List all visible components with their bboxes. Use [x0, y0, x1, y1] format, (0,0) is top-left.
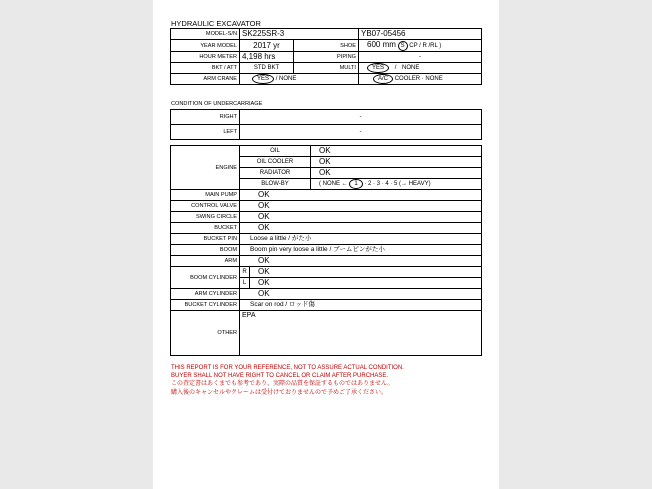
- undercarriage-heading: CONDITION OF UNDERCARRIAGE: [171, 101, 263, 107]
- report-title: HYDRAULIC EXCAVATOR: [171, 19, 261, 28]
- bucket-pin-label: BUCKET PIN: [171, 234, 240, 245]
- boom-cylinder-label: BOOM CYLINDER: [171, 267, 240, 289]
- boom-cylinder-l-label: L: [240, 278, 250, 289]
- boom-cylinder-l-value: OK: [250, 278, 482, 289]
- undercarriage-left-row: [171, 125, 482, 140]
- blowby-heavy-end: · 2 · 3 · 4 · 5 (→ HEAVY): [364, 181, 431, 187]
- blowby-label: BLOW-BY: [240, 179, 311, 190]
- hour-meter-value: 4,198 hrs: [240, 52, 294, 63]
- boom-label: BOOM: [171, 245, 240, 256]
- control-valve-row: [171, 201, 482, 212]
- boom-cylinder-r-value: OK: [250, 267, 482, 278]
- multi-separator: /: [394, 65, 397, 71]
- arm-crane-cell: [240, 74, 359, 85]
- shoe-value: 600 mm: [367, 40, 396, 49]
- oil-value: OK: [311, 146, 482, 157]
- condition-table: [170, 145, 482, 356]
- oil-cooler-label: OIL COOLER: [240, 157, 311, 168]
- hour-meter-label: HOUR METER: [171, 52, 240, 63]
- arm-label: ARM: [171, 256, 240, 267]
- engine-label: ENGINE: [171, 146, 240, 190]
- main-pump-label: MAIN PUMP: [171, 190, 240, 201]
- bucket-label: BUCKET: [171, 223, 240, 234]
- bucket-cylinder-value: Scar on rod / ロッド傷: [240, 300, 482, 311]
- ac-cell: [359, 74, 482, 85]
- swing-circle-value: OK: [240, 212, 482, 223]
- arm-crane-yes-selected: YES: [252, 74, 274, 84]
- shoe-selected-option: S: [398, 41, 408, 51]
- arm-cylinder-label: ARM CYLINDER: [171, 289, 240, 300]
- multi-cell: [359, 63, 482, 74]
- shoe-options: CP / R /RL ): [409, 43, 442, 49]
- boom-cylinder-r-label: R: [240, 267, 250, 278]
- right-label: RIGHT: [171, 110, 240, 125]
- model-value: SK225SR-3: [240, 29, 359, 40]
- bucket-cylinder-row: [171, 300, 482, 311]
- ac-selected: A/C: [373, 74, 393, 84]
- oil-label: OIL: [240, 146, 311, 157]
- undercarriage-right-row: [171, 110, 482, 125]
- year-value: 2017 yr: [240, 40, 294, 52]
- radiator-value: OK: [311, 168, 482, 179]
- control-valve-label: CONTROL VALVE: [171, 201, 240, 212]
- shoe-label: SHOE: [294, 40, 359, 52]
- oil-cooler-value: OK: [311, 157, 482, 168]
- year-label: YEAR MODEL: [171, 40, 240, 52]
- blowby-scale: [311, 179, 482, 190]
- control-valve-value: OK: [240, 201, 482, 212]
- machine-info-table: [170, 28, 482, 85]
- blowby-none-end: ( NONE ←: [319, 181, 348, 187]
- arm-crane-row: [171, 74, 482, 85]
- other-value: EPA: [240, 311, 482, 356]
- radiator-label: RADIATOR: [240, 168, 311, 179]
- disclaimer-line-2: BUYER SHALL NOT HAVE RIGHT TO CANCEL OR CLAIM AFTER PURCHASE.: [171, 373, 389, 380]
- left-value: -: [240, 125, 482, 140]
- piping-label: PIPING: [294, 52, 359, 63]
- right-value: -: [240, 110, 482, 125]
- year-row: [171, 40, 482, 52]
- other-label: OTHER: [171, 311, 240, 356]
- left-label: LEFT: [171, 125, 240, 140]
- undercarriage-table: [170, 109, 482, 140]
- boom-value: Boom pin very loose a little / ブームピンがた小: [240, 245, 482, 256]
- multi-none: NONE: [402, 65, 420, 71]
- bucket-pin-value: Loose a little / がた小: [240, 234, 482, 245]
- other-row: [171, 311, 482, 356]
- ac-options: COOLER · NONE: [394, 76, 443, 82]
- bkt-row: [171, 63, 482, 74]
- disclaimer-line-1: THIS REPORT IS FOR YOUR REFERENCE, NOT TO ASSURE ACTUAL CONDITION.: [171, 365, 404, 371]
- model-sn-label: MODEL-S/N: [171, 29, 240, 40]
- arm-crane-label: ARM CRANE: [171, 74, 240, 85]
- main-pump-row: [171, 190, 482, 201]
- arm-cylinder-value: OK: [240, 289, 482, 300]
- bucket-pin-row: [171, 234, 482, 245]
- arm-crane-none: / NONE: [275, 76, 297, 82]
- boom-row: [171, 245, 482, 256]
- model-row: [171, 29, 482, 40]
- bucket-cylinder-label: BUCKET CYLINDER: [171, 300, 240, 311]
- bkt-att-value: STD BKT: [240, 63, 294, 74]
- blowby-selected: 1: [349, 179, 362, 189]
- hour-row: [171, 52, 482, 63]
- disclaimer-line-4: 購入後のキャンセルやクレームは受付けておりませんので予めご了承ください。: [171, 389, 388, 396]
- swing-circle-row: [171, 212, 482, 223]
- shoe-cell: [359, 40, 482, 52]
- multi-label: MULTI: [294, 63, 359, 74]
- arm-cylinder-row: [171, 289, 482, 300]
- multi-yes-selected: YES: [367, 63, 389, 73]
- disclaimer: [171, 364, 404, 397]
- main-pump-value: OK: [240, 190, 482, 201]
- swing-circle-label: SWING CIRCLE: [171, 212, 240, 223]
- arm-value: OK: [240, 256, 482, 267]
- arm-row: [171, 256, 482, 267]
- piping-value: -: [359, 52, 482, 63]
- bkt-att-label: BKT / ATT: [171, 63, 240, 74]
- boom-cylinder-r-row: [171, 267, 482, 278]
- disclaimer-line-3: この査定書はあくまでも参考であり、実際の品質を保証するものではありません。: [171, 381, 394, 388]
- bucket-value: OK: [240, 223, 482, 234]
- engine-oil-row: [171, 146, 482, 157]
- serial-value: YB07-05456: [359, 29, 482, 40]
- bucket-row: [171, 223, 482, 234]
